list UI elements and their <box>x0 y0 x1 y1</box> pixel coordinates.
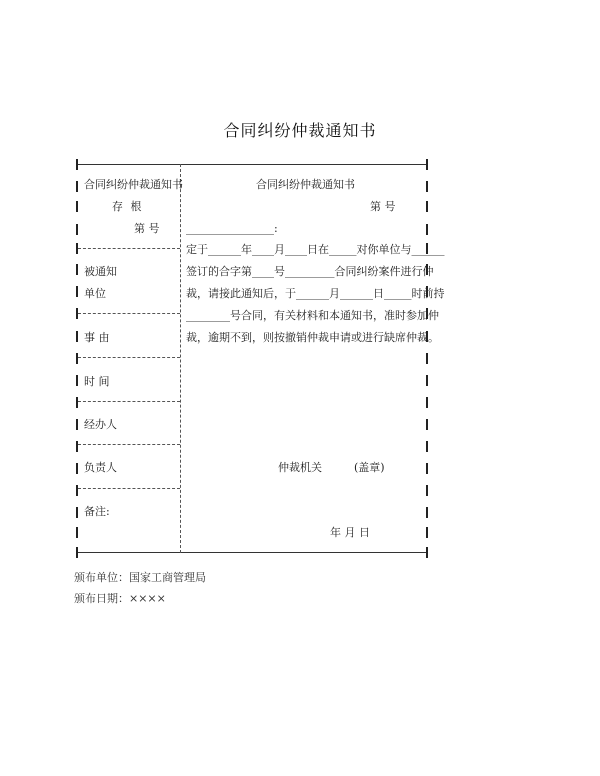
stub-handler-label: 经办人 <box>84 418 117 431</box>
form-top-border <box>76 164 428 165</box>
frame-mark <box>76 507 78 518</box>
frame-mark <box>426 181 428 192</box>
frame-mark <box>76 419 78 430</box>
frame-mark <box>76 181 78 192</box>
stub-archive-label: 存 根 <box>112 200 144 213</box>
frame-mark <box>76 201 78 212</box>
frame-mark <box>76 485 78 496</box>
frame-mark <box>76 397 78 408</box>
frame-mark <box>76 375 78 386</box>
notice-body-line-4: ________号合同，有关材料和本通知书，准时参加仲 <box>186 309 439 322</box>
notice-addressee-line: ________________: <box>186 222 278 235</box>
frame-mark <box>426 507 428 518</box>
stub-time-label: 时 间 <box>84 375 110 388</box>
stub-row-divider <box>78 444 180 445</box>
frame-mark <box>76 547 78 558</box>
stub-notified-unit-label: 被通知 <box>84 265 117 278</box>
stub-row-divider <box>78 488 180 489</box>
notice-body-line-5: 裁，逾期不到，则按撤销仲裁申请或进行缺席仲裁。 <box>186 331 439 344</box>
frame-mark <box>76 463 78 474</box>
notice-authority-label: 仲裁机关 <box>278 461 322 474</box>
stub-notified-unit-label-2: 单位 <box>84 287 106 300</box>
frame-mark <box>426 547 428 558</box>
stub-row-divider <box>78 248 180 249</box>
notice-heading: 合同纠纷仲裁通知书 <box>256 178 355 191</box>
stub-responsible-label: 负责人 <box>84 461 117 474</box>
frame-mark <box>426 375 428 386</box>
stub-remarks-label: 备注: <box>84 505 110 518</box>
stub-row-divider <box>78 313 180 314</box>
frame-mark <box>426 419 428 430</box>
frame-mark <box>76 441 78 452</box>
frame-mark <box>76 224 78 235</box>
frame-mark <box>426 224 428 235</box>
frame-mark <box>76 527 78 538</box>
perforation-line <box>180 164 181 553</box>
frame-mark <box>76 331 78 342</box>
frame-mark <box>426 463 428 474</box>
notice-date-label: 年 月 日 <box>330 526 370 539</box>
frame-mark <box>426 159 428 170</box>
stub-row-divider <box>78 401 180 402</box>
notice-seal-label: (盖章) <box>354 461 385 474</box>
form-bottom-border <box>76 552 428 553</box>
frame-mark <box>426 441 428 452</box>
stub-matter-label: 事 由 <box>84 331 110 344</box>
frame-mark <box>426 527 428 538</box>
notice-number-label: 第 号 <box>370 200 396 213</box>
frame-mark <box>76 159 78 170</box>
frame-mark <box>426 353 428 364</box>
stub-row-divider <box>78 357 180 358</box>
notice-body-line-2: 签订的合字第____号_________合同纠纷案件进行仲 <box>186 265 434 278</box>
frame-mark <box>76 286 78 297</box>
footer-issuer: 颁布单位：国家工商管理局 <box>74 571 206 584</box>
frame-mark <box>426 397 428 408</box>
document-title: 合同纠纷仲裁通知书 <box>223 121 377 140</box>
frame-mark <box>426 201 428 212</box>
frame-mark <box>426 485 428 496</box>
footer-issue-date: 颁布日期：×××× <box>74 592 166 605</box>
frame-mark <box>76 264 78 275</box>
frame-mark <box>76 353 78 364</box>
notice-body-line-3: 裁，请接此通知后，于______月______日_____时前持 <box>186 287 445 300</box>
notice-body-line-1: 定于______年____月____日在_____对你单位与______ <box>186 243 445 256</box>
stub-heading: 合同纠纷仲裁通知书 <box>84 178 183 191</box>
stub-number-label: 第 号 <box>134 222 160 235</box>
